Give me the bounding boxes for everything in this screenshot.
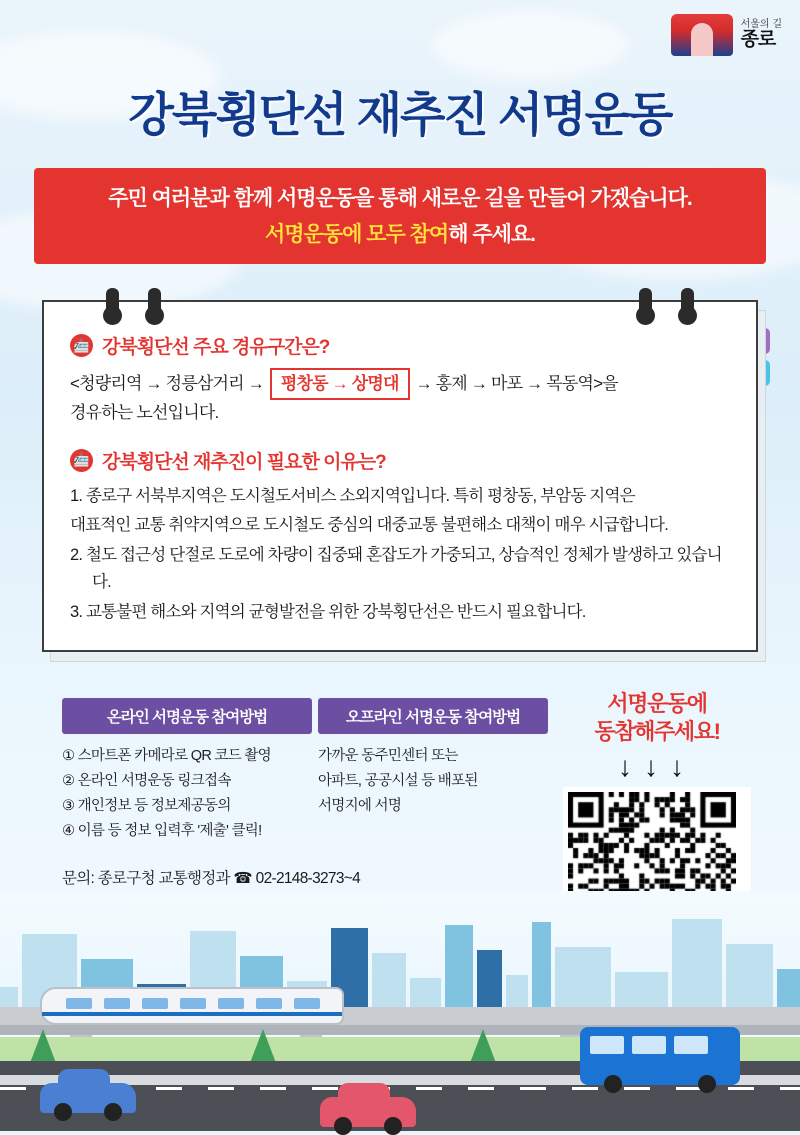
route-part-b: → 홍제 → 마포 → 목동역>을 bbox=[415, 374, 618, 393]
train-icon: 🚈 bbox=[70, 334, 93, 357]
qr-headline-1: 서명운동에 bbox=[607, 691, 707, 716]
down-arrow-icon: ↓↓↓ bbox=[618, 751, 696, 782]
question-1 bbox=[70, 332, 730, 359]
offline-caption: 오프라인 서명운동 참여방법 bbox=[318, 698, 548, 734]
question-1-route-tail: 경유하는 노선입니다. bbox=[70, 403, 219, 423]
tree-icon bbox=[30, 1029, 56, 1063]
list-item: 대표적인 교통 취약지역으로 도시철도 중심의 대중교통 불편해소 대책이 매우 시급합니다. bbox=[70, 516, 668, 535]
question-1-route bbox=[70, 368, 730, 400]
train-illustration bbox=[40, 987, 344, 1025]
logo-title: 종로 bbox=[740, 29, 776, 51]
list-item: ② 온라인 서명운동 링크접속 bbox=[62, 772, 231, 789]
online-caption: 온라인 서명운동 참여방법 bbox=[62, 698, 312, 734]
pin-icon bbox=[148, 288, 161, 322]
info-board-wrapper bbox=[42, 300, 758, 652]
pin-icon bbox=[106, 288, 119, 322]
offline-participation-block bbox=[318, 698, 548, 819]
jongno-gate-logo-icon bbox=[671, 14, 733, 56]
list-item: 아파트, 공공시설 등 배포된 bbox=[318, 772, 478, 789]
list-item: 가까운 동주민센터 또는 bbox=[318, 748, 458, 764]
offline-lines bbox=[318, 744, 548, 819]
banner-line-2-tail: 해 주세요. bbox=[448, 223, 536, 246]
route-part-a: <청량리역 → 정릉삼거리 → bbox=[70, 374, 264, 393]
banner-line-1: 주민 여러분과 함께 서명운동을 통해 새로운 길을 만들어 가겠습니다. bbox=[108, 187, 692, 210]
question-2 bbox=[70, 447, 730, 474]
building bbox=[726, 944, 773, 1013]
tree-icon bbox=[470, 1029, 496, 1063]
building bbox=[555, 947, 611, 1013]
car-illustration bbox=[40, 1083, 136, 1113]
online-participation-block bbox=[62, 698, 312, 844]
banner-line-2-highlight-b: 모두 참여 bbox=[366, 223, 449, 246]
pin-icon bbox=[639, 288, 652, 322]
route-highlight: 평창동 → 상명대 bbox=[270, 368, 410, 400]
online-steps bbox=[62, 744, 312, 844]
car-illustration bbox=[320, 1097, 416, 1127]
bus-illustration bbox=[580, 1027, 740, 1085]
city-illustration bbox=[0, 891, 800, 1131]
tree-icon bbox=[250, 1029, 276, 1063]
question-1-heading: 강북횡단선 주요 경유구간은? bbox=[102, 337, 330, 358]
pin-icon bbox=[681, 288, 694, 322]
red-banner bbox=[34, 168, 766, 264]
banner-line-2-highlight-a: 서명운동에 bbox=[264, 223, 367, 246]
banner-line-2 bbox=[44, 218, 756, 248]
page-title: 강북횡단선 재추진 서명운동 bbox=[128, 88, 672, 141]
list-item: 2. 철도 접근성 단절로 도로에 차량이 집중돼 혼잡도가 가중되고, 상습적인 정체가 발생하고 있습니다. bbox=[70, 546, 722, 591]
list-item: ③ 개인정보 등 정보제공동의 bbox=[62, 797, 231, 814]
logo-subtitle: 서울의 길 bbox=[740, 18, 782, 30]
list-item: 3. 교통불편 해소와 지역의 균형발전을 위한 강북횡단선은 반드시 필요합니다. bbox=[70, 602, 586, 621]
list-item: ④ 이름 등 정보 입력후 '제출' 클릭! bbox=[62, 822, 262, 839]
list-item: ① 스마트폰 카메라로 QR 코드 촬영 bbox=[62, 748, 271, 764]
question-2-heading: 강북횡단선 재추진이 필요한 이유는? bbox=[102, 451, 386, 473]
building bbox=[372, 953, 406, 1013]
building bbox=[445, 925, 473, 1013]
reason-list bbox=[70, 483, 730, 626]
jongno-logo bbox=[671, 14, 782, 56]
logo-text bbox=[741, 20, 782, 50]
contact-line: 문의: 종로구청 교통행정과 ☎ 02-2148-3273~4 bbox=[62, 870, 361, 887]
building bbox=[532, 922, 551, 1013]
train-icon: 🚈 bbox=[70, 449, 93, 472]
qr-headline-2: 동참해주세요! bbox=[594, 718, 720, 744]
list-item: 서명지에 서명 bbox=[318, 797, 402, 814]
list-item: 1. 종로구 서북부지역은 도시철도서비스 소외지역입니다. 특히 평창동, 부암동 지역은 bbox=[70, 486, 635, 505]
info-board bbox=[42, 300, 758, 652]
cloud-decoration bbox=[430, 10, 630, 80]
building bbox=[672, 919, 722, 1013]
building bbox=[477, 950, 502, 1013]
